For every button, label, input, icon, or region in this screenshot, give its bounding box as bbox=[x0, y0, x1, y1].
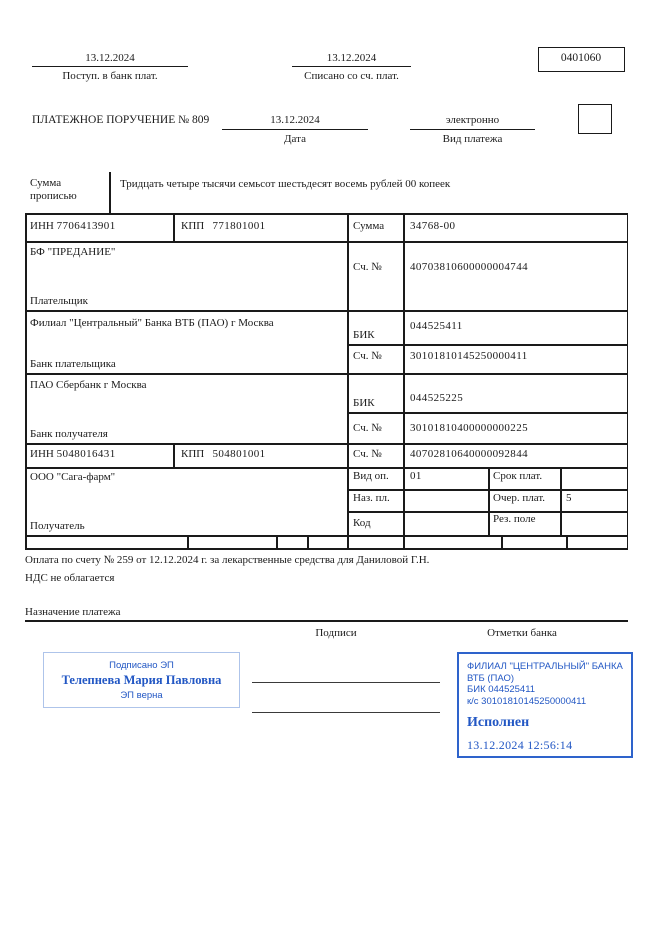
payer-bank-account-value: 30101810145250000411 bbox=[410, 350, 528, 362]
grid-line bbox=[187, 535, 189, 548]
doc-date-value: 13.12.2024 bbox=[270, 114, 320, 126]
grid-line bbox=[488, 467, 490, 535]
grid-line bbox=[25, 467, 628, 469]
payee-bank-bik-value: 044525225 bbox=[410, 392, 464, 404]
payer-account-label: Сч. № bbox=[353, 261, 382, 273]
bank-stamp-bik: БИК 044525411 bbox=[467, 684, 536, 695]
received-date: 13.12.2024 bbox=[85, 52, 135, 64]
payee-inn-label: ИНН bbox=[30, 448, 54, 460]
bank-stamp-name-line1: ФИЛИАЛ "ЦЕНТРАЛЬНЫЙ" БАНКА bbox=[467, 661, 623, 672]
op-type-value: 01 bbox=[410, 470, 422, 482]
payer-section-label: Плательщик bbox=[30, 295, 88, 307]
grid-line bbox=[627, 213, 629, 549]
purpose-code-label: Наз. пл. bbox=[353, 492, 390, 504]
payer-account-value: 40703810600000004744 bbox=[410, 261, 528, 273]
payee-bank-account-value: 30101810400000000225 bbox=[410, 422, 528, 434]
due-date-label: Срок плат. bbox=[493, 470, 543, 482]
reserve-field-label: Рез. поле bbox=[493, 513, 536, 525]
debited-underline bbox=[292, 66, 411, 67]
purpose-line2: НДС не облагается bbox=[25, 572, 115, 584]
purpose-line1: Оплата по счету № 259 от 12.12.2024 г. за лекарственные средства для Даниловой Г.Н. bbox=[25, 554, 430, 566]
ep-signature-stamp bbox=[43, 652, 240, 708]
signatures-label: Подписи bbox=[315, 627, 357, 639]
priority-value: 5 bbox=[566, 492, 572, 504]
grid-line bbox=[347, 213, 349, 549]
grid-line bbox=[173, 213, 175, 241]
payment-kind-value: электронно bbox=[445, 114, 500, 126]
op-type-label: Вид оп. bbox=[353, 470, 389, 482]
grid-line bbox=[25, 213, 27, 549]
form-code-box bbox=[538, 47, 625, 72]
received-label: Поступ. в банк плат. bbox=[62, 70, 158, 82]
received-underline bbox=[32, 66, 188, 67]
payer-inn-value: 7706413901 bbox=[56, 220, 116, 232]
grid-line bbox=[25, 443, 628, 445]
debited-date: 13.12.2024 bbox=[326, 52, 377, 64]
bank-stamp-status: Исполнен bbox=[467, 715, 530, 730]
purpose-section-label: Назначение платежа bbox=[25, 606, 121, 618]
grid-line bbox=[566, 535, 568, 548]
signature-line bbox=[252, 712, 440, 713]
grid-line bbox=[173, 443, 175, 467]
payee-inn bbox=[30, 448, 116, 461]
amount-label: Сумма bbox=[353, 220, 385, 232]
grid-line bbox=[276, 535, 278, 548]
signature-line bbox=[252, 682, 440, 683]
bank-stamp-corr-account: к/с 30101810145250000411 bbox=[467, 695, 587, 707]
payment-kind-label: Вид платежа bbox=[442, 133, 503, 145]
doc-date-underline bbox=[222, 129, 368, 130]
payer-bank-account-label: Сч. № bbox=[353, 350, 382, 362]
payee-kpp-value: 504801001 bbox=[212, 448, 266, 460]
ep-stamp-top: Подписано ЭП bbox=[109, 659, 174, 671]
payment-kind-underline bbox=[410, 129, 535, 130]
payee-bank-bik-label: БИК bbox=[353, 397, 375, 409]
payer-bank-bik-value: 044525411 bbox=[410, 320, 463, 332]
grid-line bbox=[25, 535, 628, 537]
payee-account-label: Сч. № bbox=[353, 448, 382, 460]
document-title: ПЛАТЕЖНОЕ ПОРУЧЕНИЕ № 809 bbox=[32, 114, 210, 126]
payer-inn-label: ИНН bbox=[30, 220, 54, 232]
grid-line bbox=[403, 213, 405, 549]
payer-kpp-value: 771801001 bbox=[212, 220, 266, 232]
payer-name: БФ "ПРЕДАНИЕ" bbox=[30, 246, 116, 258]
grid-line bbox=[25, 548, 628, 550]
grid-line bbox=[307, 535, 309, 548]
purpose-underline bbox=[25, 620, 628, 622]
payer-bank-bik-label: БИК bbox=[353, 329, 375, 341]
grid-line bbox=[347, 412, 628, 414]
payee-inn-value: 5048016431 bbox=[56, 448, 116, 460]
ep-stamp-name: Телепнева Мария Павловна bbox=[61, 672, 222, 687]
amount-value: 34768-00 bbox=[410, 220, 456, 232]
bank-stamp-name-line2: ВТБ (ПАО) bbox=[467, 672, 515, 684]
divider bbox=[109, 172, 111, 213]
code-label: Код bbox=[353, 517, 371, 529]
bank-execution-stamp bbox=[457, 652, 633, 758]
payer-bank-section-label: Банк плательщика bbox=[30, 358, 116, 370]
grid-line bbox=[25, 310, 628, 312]
grid-line bbox=[25, 213, 628, 215]
grid-line bbox=[25, 241, 628, 243]
payee-name: ООО "Сага-фарм" bbox=[30, 471, 116, 483]
payee-bank-account-label: Сч. № bbox=[353, 422, 382, 434]
amount-words-value: Тридцать четыре тысячи семьсот шестьдесят восемь рублей 00 копеек bbox=[120, 178, 451, 190]
payee-bank-section-label: Банк получателя bbox=[30, 428, 108, 440]
ep-stamp-bottom: ЭП верна bbox=[120, 689, 163, 701]
payer-inn bbox=[30, 220, 116, 233]
payee-kpp-label: КПП bbox=[181, 448, 205, 460]
bank-marks-label: Отметки банка bbox=[487, 627, 557, 639]
grid-line bbox=[347, 344, 628, 346]
priority-label: Очер. плат. bbox=[493, 492, 546, 504]
bank-stamp-datetime: 13.12.2024 12:56:14 bbox=[467, 738, 573, 752]
grid-line bbox=[501, 535, 503, 548]
debited-label: Списано со сч. плат. bbox=[304, 70, 399, 82]
status-code-box bbox=[578, 104, 612, 134]
amount-words-label: Сумма прописью bbox=[30, 177, 77, 202]
payee-section-label: Получатель bbox=[30, 520, 85, 532]
payee-account-value: 40702810640000092844 bbox=[410, 448, 528, 460]
payer-bank-name: Филиал "Центральный" Банка ВТБ (ПАО) г Москва bbox=[30, 317, 274, 329]
payee-bank-name: ПАО Сбербанк г Москва bbox=[30, 379, 147, 391]
grid-line bbox=[560, 467, 562, 535]
grid-line bbox=[25, 373, 628, 375]
form-code: 0401060 bbox=[560, 52, 602, 64]
payer-kpp bbox=[181, 220, 266, 233]
payee-kpp bbox=[181, 448, 266, 461]
payer-kpp-label: КПП bbox=[181, 220, 205, 232]
doc-date-label: Дата bbox=[284, 133, 306, 145]
